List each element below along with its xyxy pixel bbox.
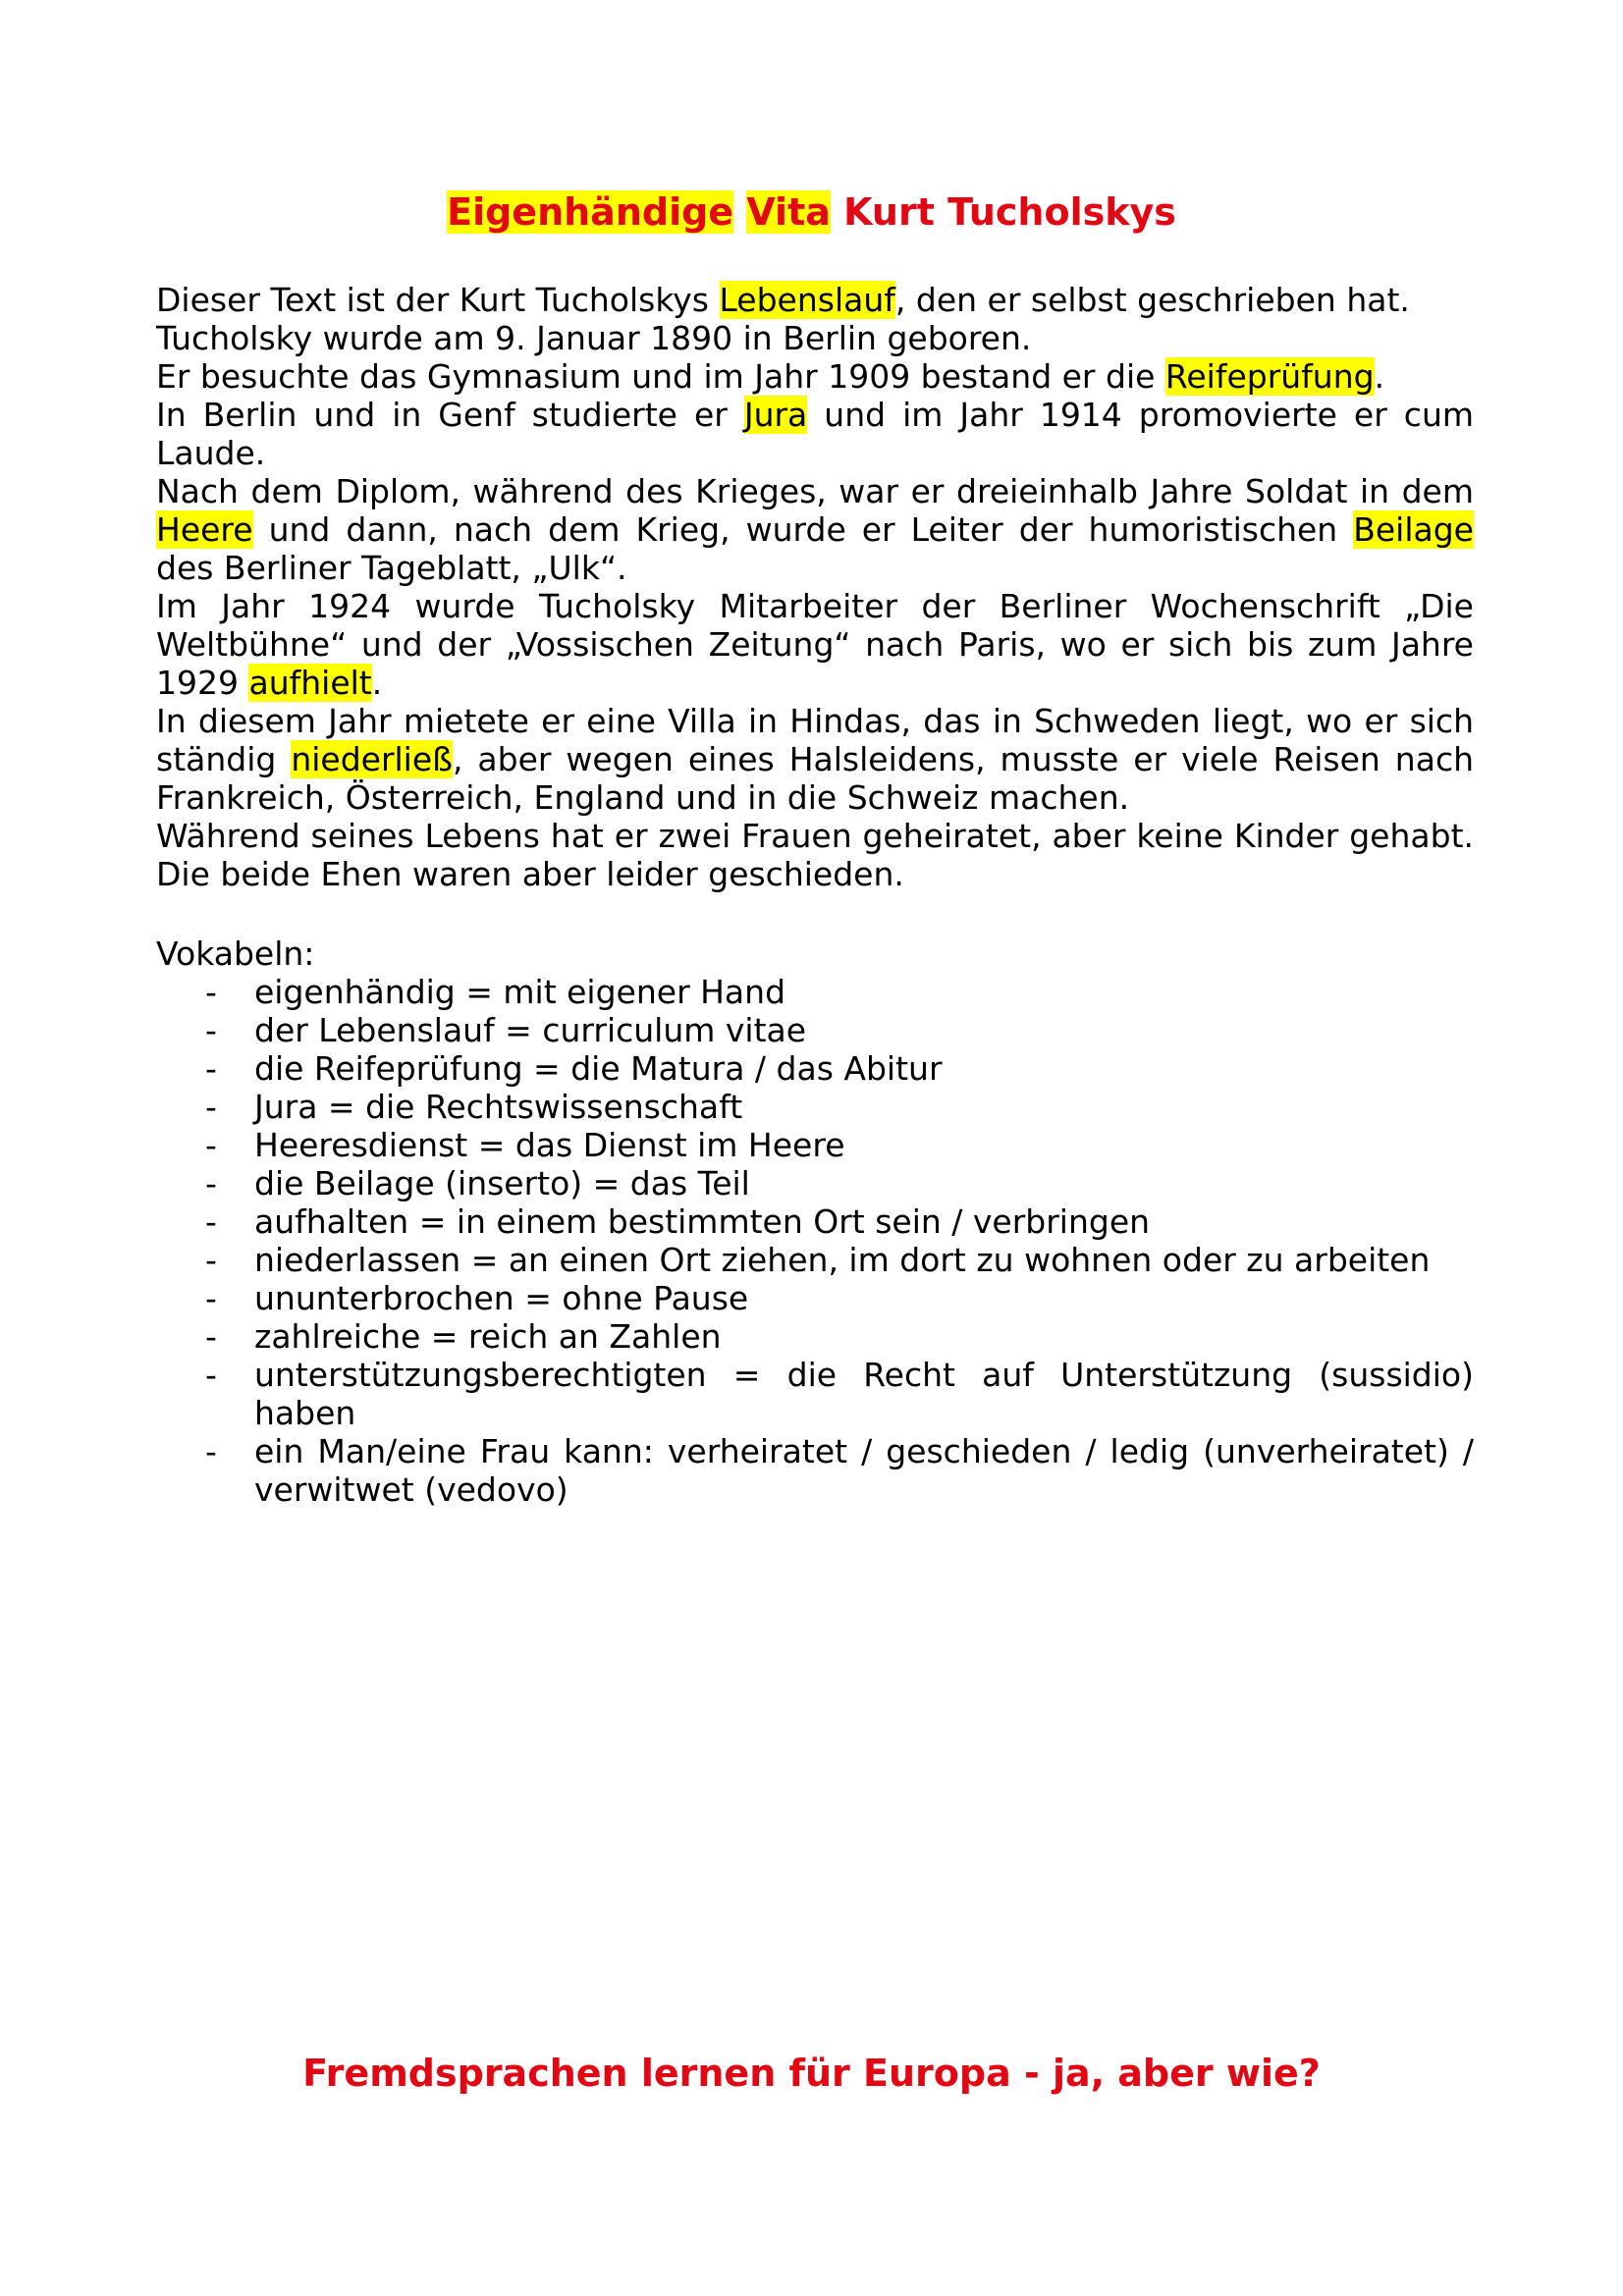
- vocab-item-text: Jura = die Rechtswissenschaft: [254, 1088, 743, 1126]
- vocab-item: [156, 1356, 1474, 1432]
- text-run: In diesem Jahr mietete er eine Villa in Hindas, das in Schweden liegt, wo er sich ständig: [156, 702, 1474, 778]
- text-run: Dieser Text ist der Kurt Tucholskys: [156, 281, 720, 319]
- bullet-dash: -: [205, 1088, 217, 1126]
- bullet-dash: -: [205, 1164, 217, 1202]
- text-run: Er besuchte das Gymnasium und im Jahr 1909 bestand er die: [156, 357, 1165, 396]
- highlight-beilage: Beilage: [1353, 510, 1474, 549]
- vocab-item-text: unterstützungsberechtigten = die Recht auf Unterstützung (sussidio) haben: [254, 1356, 1474, 1432]
- paragraph-8: Während seines Lebens hat er zwei Frauen geheiratet, aber keine Kinder gehabt. Die beide Ehen waren aber leider geschieden.: [156, 817, 1474, 893]
- highlight-niederliess: niederließ: [291, 740, 453, 778]
- text-run: des Berliner Tageblatt, „Ulk“.: [156, 549, 627, 587]
- vocab-item: [156, 1164, 1474, 1202]
- bullet-dash: -: [205, 1279, 217, 1317]
- vocab-item: [156, 1088, 1474, 1126]
- vocab-list: [156, 973, 1474, 1509]
- bullet-dash: -: [205, 1202, 217, 1241]
- vocab-item-text: eigenhändig = mit eigener Hand: [254, 973, 786, 1011]
- paragraph-7: [156, 702, 1474, 817]
- vocab-item: [156, 973, 1474, 1011]
- vocab-item: [156, 1126, 1474, 1164]
- vocab-item: [156, 1279, 1474, 1317]
- page-title: [0, 188, 1623, 236]
- highlight-reifepruefung: Reifeprüfung: [1164, 357, 1375, 396]
- vocab-item: [156, 1049, 1474, 1088]
- text-run: In Berlin und in Genf studierte er: [156, 396, 744, 434]
- biography-text: [156, 281, 1474, 893]
- paragraph-4: [156, 396, 1474, 472]
- vocab-item-text: ein Man/eine Frau kann: verheiratet / geschieden / ledig (unverheiratet) / verwitwet (vedovo): [254, 1432, 1474, 1509]
- vocab-item: [156, 1432, 1474, 1509]
- paragraph-5: [156, 472, 1474, 587]
- paragraph-6: [156, 587, 1474, 702]
- vocab-item-text: zahlreiche = reich an Zahlen: [254, 1317, 722, 1356]
- bullet-dash: -: [205, 1356, 217, 1394]
- text-run: .: [371, 664, 383, 702]
- text-run: und dann, nach dem Krieg, wurde er Leiter der humoristischen: [252, 510, 1354, 549]
- vocab-item: [156, 1202, 1474, 1241]
- highlight-heere: Heere: [156, 510, 253, 549]
- text-run: Im Jahr 1924 wurde Tucholsky Mitarbeiter der Berliner Wochenschrift „Die Weltbühne“ und der „Vossischen Zeitung“ nach Paris, wo er sich bis zum Jahre 1929: [156, 587, 1474, 702]
- bullet-dash: -: [205, 1011, 217, 1049]
- vocab-item-text: der Lebenslauf = curriculum vitae: [254, 1011, 807, 1049]
- text-run: .: [1374, 357, 1385, 396]
- title-rest: Kurt Tucholskys: [843, 190, 1176, 234]
- vocab-item-text: die Reifeprüfung = die Matura / das Abitur: [254, 1049, 943, 1088]
- bullet-dash: -: [205, 1432, 217, 1470]
- highlight-lebenslauf: Lebenslauf: [719, 281, 895, 319]
- text-run: und im Jahr 1914 promovierte er cum Laude.: [156, 396, 1475, 472]
- vocab-item-text: Heeresdienst = das Dienst im Heere: [254, 1126, 845, 1164]
- vocab-item-text: die Beilage (inserto) = das Teil: [254, 1164, 750, 1202]
- paragraph-2: Tucholsky wurde am 9. Januar 1890 in Berlin geboren.: [156, 319, 1032, 357]
- title-word-vita: Vita: [746, 190, 831, 234]
- bullet-dash: -: [205, 1049, 217, 1088]
- bullet-dash: -: [205, 1241, 217, 1279]
- vocab-item: [156, 1317, 1474, 1356]
- vocab-item: [156, 1011, 1474, 1049]
- text-run: , den er selbst geschrieben hat.: [894, 281, 1410, 319]
- title-word-eigenhaendig: Eigenhändige: [447, 190, 734, 234]
- vocab-item: [156, 1241, 1474, 1279]
- vocab-heading: Vokabeln:: [156, 934, 315, 973]
- bullet-dash: -: [205, 973, 217, 1011]
- footer-slogan: Fremdsprachen lernen für Europa - ja, aber wie?: [302, 2052, 1321, 2095]
- bullet-dash: -: [205, 1126, 217, 1164]
- text-run: Nach dem Diplom, während des Krieges, war er dreieinhalb Jahre Soldat in dem: [156, 472, 1474, 510]
- highlight-aufhielt: aufhielt: [248, 664, 372, 702]
- vocab-item-text: aufhalten = in einem bestimmten Ort sein / verbringen: [254, 1202, 1151, 1241]
- text-run: , aber wegen eines Halsleidens, musste er viele Reisen nach Frankreich, Österreich, England und in die Schweiz machen.: [156, 740, 1475, 817]
- vocab-item-text: ununterbrochen = ohne Pause: [254, 1279, 749, 1317]
- bullet-dash: -: [205, 1317, 217, 1356]
- highlight-jura: Jura: [743, 396, 808, 434]
- paragraph-1: [156, 281, 1474, 319]
- paragraph-3: [156, 357, 1474, 396]
- vocab-item-text: niederlassen = an einen Ort ziehen, im dort zu wohnen oder zu arbeiten: [254, 1241, 1431, 1279]
